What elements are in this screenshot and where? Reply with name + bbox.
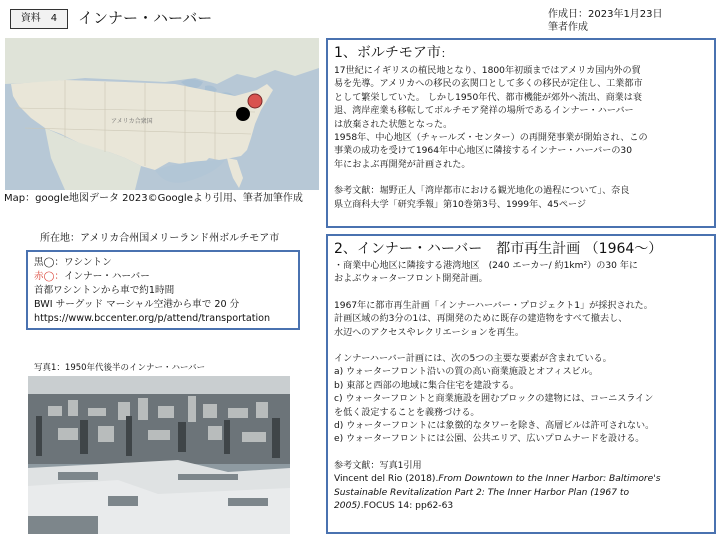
- section-baltimore: [326, 38, 716, 228]
- body-line: として繁栄していた。 しかし1950年代、都市機能が郊外へ流出、商業は衰: [334, 92, 642, 103]
- page-title: インナー・ハーバー: [78, 9, 213, 27]
- date-block: [548, 8, 663, 34]
- author-note: 筆者作成: [548, 22, 588, 33]
- reference-author: Vincent del Rio (2018).: [334, 474, 439, 485]
- created-date: 作成日：2023年1月23日: [548, 9, 663, 20]
- section-urban-renewal: [326, 234, 716, 534]
- element-item: b) 東部と西部の地域に集合住宅を建設する。: [334, 380, 519, 391]
- body-line: 計画区域の約3分の1は、再開発のために既存の建造物をすべて撤去し、: [334, 314, 628, 325]
- reference-source: .FOCUS 14: pp62-63: [360, 501, 454, 512]
- section1-title: 1、ボルチモア市: [334, 45, 441, 61]
- photo-caption: 写真1：1950年代後半のインナー・ハーバー: [34, 363, 206, 373]
- body-line: 事業の成功を受けて1964年中心地区に隣接するインナー・ハーバーの30: [334, 146, 632, 157]
- body-line: 易を先導。アメリカへの移民の玄関口として多くの移民が定住し、工業都市: [334, 79, 643, 90]
- reference-line: 参考文献：堀野正人「湾岸都市における観光地化の過程について」、奈良: [334, 186, 630, 197]
- element-item: c) ウォーターフロントと商業施設を囲むブロックの建物には、コーニスライン: [334, 394, 654, 405]
- element-item: a) ウォーターフロント沿いの質の高い商業施設とオフィスビル。: [334, 367, 599, 378]
- reference-label: 参考文献：写真1引用: [334, 460, 422, 471]
- reference-title: 2005): [334, 501, 361, 512]
- body-line: 退、湾岸産業も移転してボルチモア発祥の場所であるインナー・ハーバー: [334, 106, 634, 117]
- body-line: 水辺へのアクセスやレクリエーションを再生。: [334, 327, 524, 338]
- reference-line: [334, 487, 708, 500]
- body-line: は放棄された状態となった。: [334, 119, 453, 130]
- legend-url: https://www.bccenter.org/p/attend/transportation: [34, 313, 271, 324]
- section2-title: 2、インナー・ハーバー 都市再生計画: [334, 241, 581, 257]
- document-tag: 資料 4: [10, 9, 68, 29]
- red-marker-text: インナー・ハーバー: [63, 271, 150, 282]
- harbor-photo: [28, 376, 290, 534]
- section1-title-suffix: ：: [440, 47, 452, 60]
- body-line: 17世紀にイギリスの植民地となり、1800年初頭まではアメリカ国内外の貿: [334, 66, 641, 76]
- element-item: を低く設定することを義務づける。: [334, 407, 480, 418]
- legend-airport: BWI サーグッド マーシャル空港から車で 20 分: [34, 299, 240, 310]
- black-marker-label: 黒◯：: [34, 257, 64, 268]
- map-caption: Map：google地図データ 2023©Googleより引用、筆者加筆作成: [4, 193, 303, 204]
- legend-red: [34, 270, 292, 284]
- map-region-label: アメリカ合衆国: [111, 118, 153, 125]
- location-label: 所在地：アメリカ合州国メリーランド州ボルチモア市: [40, 233, 280, 244]
- washington-marker: [236, 107, 250, 121]
- inner-harbor-marker: [248, 94, 262, 108]
- reference-title: Sustainable Revitalization Part 2: The Inner Harbor Plan (1967 to: [334, 487, 630, 498]
- legend-drive-time: 首都ワシントンから車で約1時間: [34, 285, 175, 296]
- intro-line: およぶウォーターフロント開発計画。: [334, 274, 488, 285]
- section2-title-suffix: （1964〜）: [584, 241, 663, 257]
- body-line: 年におよぶ再開発が計画された。: [334, 159, 471, 170]
- intro-line: ・商業中心地区に隣接する港湾地区 (240 エーカー/ 約1km²）の30 年に: [334, 261, 639, 271]
- legend-box: [26, 250, 300, 330]
- section2-heading: [334, 240, 708, 258]
- element-item: d) ウォーターフロントには象徴的なタワーを除き、高層ビルは許可されない。: [334, 421, 655, 432]
- legend-black: [34, 256, 292, 270]
- section1-heading: [334, 44, 708, 63]
- red-marker-label: 赤◯：: [34, 271, 64, 282]
- element-item: e) ウォーターフロントには公園、公共エリア、広いプロムナードを設ける。: [334, 434, 645, 445]
- us-map: [5, 38, 319, 190]
- reference-line: [334, 473, 708, 486]
- reference-line: 県立商科大学「研究季報」第10巻第3号、1999年、45ページ: [334, 199, 586, 210]
- body-line: 1967年に都市再生計画「インナーハーバー・プロジェクト1」が採択された。: [334, 300, 653, 311]
- section1-body: [334, 65, 708, 212]
- black-marker-text: ワシントン: [63, 257, 112, 268]
- reference-title: From Downtown to the Inner Harbor: Baltimore's: [438, 474, 661, 485]
- reference-line: [334, 500, 708, 513]
- body-line: 1958年、中心地区（チャールズ・センター）の再開発事業が開始され、この: [334, 133, 648, 144]
- section2-body: [334, 260, 708, 514]
- elements-intro: インナーハーバー計画には、次の5つの主要な要素が含まれている。: [334, 354, 612, 365]
